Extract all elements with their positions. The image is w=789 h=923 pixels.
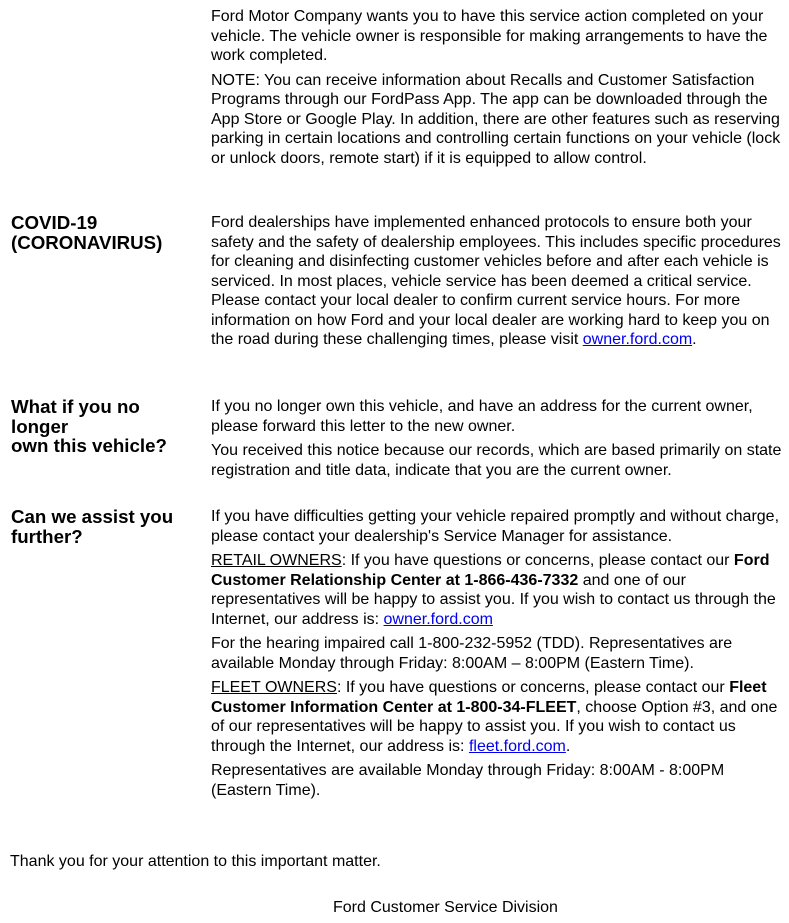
retail-owners-paragraph bbox=[211, 551, 785, 629]
intro-paragraph: Ford Motor Company wants you to have this service action completed on your vehicle. The vehicle owner is responsible for making arrangements to have the work completed. bbox=[211, 8, 768, 64]
retail-center-phone: Ford Customer Relationship Center at 1-866-436-7332 bbox=[211, 552, 770, 589]
covid-content bbox=[211, 213, 785, 355]
retail-text-1: : If you have questions or concerns, please contact our bbox=[341, 552, 734, 569]
no-longer-own-label-line1: What if you no longer bbox=[11, 396, 140, 437]
fleet-text-end: . bbox=[565, 737, 571, 755]
retail-owners-heading: RETAIL OWNERS bbox=[211, 552, 342, 569]
forward-letter-paragraph: If you no longer own this vehicle, and have an address for the current owner, please forward this letter to the new owner. bbox=[211, 398, 753, 435]
assist-label-line2: further? bbox=[11, 525, 83, 547]
signoff-division: Ford Customer Service Division bbox=[333, 899, 558, 916]
covid-label bbox=[11, 213, 201, 252]
covid-paragraph bbox=[211, 213, 785, 350]
covid-label-line2: (CORONAVIRUS) bbox=[11, 231, 163, 253]
assist-content bbox=[211, 507, 785, 805]
difficulties-paragraph: If you have difficulties getting your vehicle repaired promptly and without charge, please contact your dealership's Service Manager for assistance. bbox=[211, 508, 780, 545]
closing-line: Thank you for your attention to this important matter. bbox=[10, 853, 381, 870]
no-longer-own-label bbox=[11, 397, 201, 456]
covid-label-line1: COVID-19 bbox=[11, 212, 98, 233]
covid-owner-link[interactable]: owner.ford.com bbox=[582, 331, 693, 348]
covid-text: Ford dealerships have implemented enhanced protocols to ensure both your safety and the safety of dealership employees. This includes specific procedures for cleaning and disinfecting customer vehicles before and after each vehicle is serviced. In most places, vehicle service has been deemed a critical service. Please contact your local dealer to confirm current service hours. For more information on how Ford and your local dealer are working hard to keep you on the road during these challenging times, please visit bbox=[211, 214, 781, 348]
fleet-owners-heading: FLEET OWNERS bbox=[211, 679, 337, 696]
fleet-center-phone: Fleet Customer Information Center at 1-800-34-FLEET bbox=[211, 679, 767, 716]
fleet-text-2: , choose Option #3, and one of our representatives will be happy to assist you. If you wish to contact us through the Internet, our address is: bbox=[211, 698, 778, 755]
intro-content bbox=[211, 7, 785, 173]
assist-label-line1: Can we assist you bbox=[11, 506, 174, 527]
fleet-owners-paragraph bbox=[211, 678, 785, 756]
fleet-link[interactable]: fleet.ford.com bbox=[468, 737, 566, 755]
covid-text-end: . bbox=[692, 331, 697, 348]
no-longer-own-content bbox=[211, 397, 785, 485]
retail-text-2: and one of our representatives will be happy to assist you. If you wish to contact us through the Internet, our address is: bbox=[211, 571, 776, 628]
fordpass-note: NOTE: You can receive information about Recalls and Customer Satisfaction Programs through our FordPass App. The app can be downloaded through the App Store or Google Play. In addition, there are other features such as reserving parking in certain locations and controlling certain functions on your vehicle (lock or unlock doors, remote start) if it is equipped to allow control. bbox=[211, 71, 781, 167]
fleet-text-1: : If you have questions or concerns, please contact our bbox=[336, 679, 730, 696]
fleet-hours-paragraph: Representatives are available Monday through Friday: 8:00AM - 8:00PM (Eastern Time). bbox=[211, 762, 725, 799]
assist-label bbox=[11, 507, 201, 546]
hearing-impaired-paragraph: For the hearing impaired call 1-800-232-5952 (TDD). Representatives are available Monday through Friday: 8:00AM – 8:00PM (Eastern Time). bbox=[211, 635, 733, 672]
retail-owner-link[interactable]: owner.ford.com bbox=[383, 610, 493, 628]
records-paragraph: You received this notice because our records, which are based primarily on state registration and title data, indicate that you are the current owner. bbox=[211, 442, 782, 479]
no-longer-own-label-line2: own this vehicle? bbox=[11, 435, 167, 456]
